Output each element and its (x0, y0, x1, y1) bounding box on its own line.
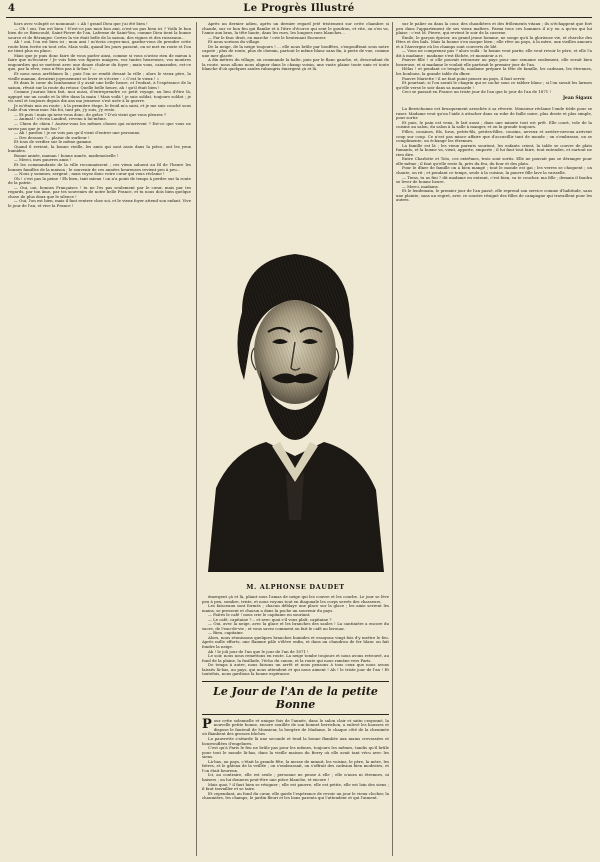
paragraph: — Et puis ! mais qu'avez-vous donc, de grâce ? D'où vient que vous pleurez ? (14, 111, 167, 117)
paragraph: — Tiens, tu as fini ? dit madame en entrant, c'est bien, va te coucher, ma fille ; demain il faudra se lever de bonne heure. (396, 174, 592, 185)
text-column-middle-top (202, 22, 389, 218)
text-column-left (8, 22, 191, 856)
paragraph: Filles, cousines, fils, brus, petits-fils, petites-filles, cousins, neveux et arrière-neveux arrivent coup sur coup. Ce n'est pas mince affaire que d'accueillir tant de monde ; on s'embrasse, on se complimente, on échange les étrennes. (396, 129, 592, 144)
paragraph: — Vous ne comprenez pas ? alors voilà : la bonne veut partir, elle veut revoir le père, et elle l'a dit à madame ; madame s'est fâchée, et monsieur a ri. (396, 48, 592, 58)
paragraph: — Oh ! oui, Yon est bien ! N'est-ce pas mon bon ami, n'est-on pas bien ici ? Voilà le bon bien de ce Biencoulé, Saint-Pierre de l'an, Laferme de Saint-Yon, comme Dieu tient la bonne source et de Béranger. Certes la vie était belle de la saison, des vignes et des ruisseaux... (8, 25, 191, 40)
paragraph: Mais que je puis donc faire de vous parler ainsi, comme si vous n'aviez rien de mieux à faire que m'écouter ! Je vois bien vos figures maigres, vos tantes heureuses, vos montres engourdies qui se mettent avec une douze chaleur du foyer ; mais vous, camarades, est-ce que, par la rêve, vous n'êtes pas à là-bas ? ... (8, 52, 191, 72)
paragraph: Entre Charlotte et Toto, ces extrêmes, trois sont sortis. Elle ne pouvait pas se déranger pour elle-même ; il faut qu'elle reste là, près du feu, du four et des plats. (396, 156, 592, 166)
paragraph: — Oui, avec la neige, avec la glace et les branches des saules ! La cantinière a encore du sucre, de l'eau-de-vie ; et vous savez comment on fait le café au bivouac. (202, 621, 389, 631)
paragraph: Et pourtant, si l'on savait le chagrin qui se cache sous ce tablier blanc ; si l'on savait les larmes qu'elle verse le soir dans sa mansarde ! (396, 80, 592, 90)
paragraph: Le soir, nous nous remettons en route. La neige tombe toujours et nous avons retrouvé, au fond de la plaine, la fusillade, l'écho du canon, et la route qui nous ramène vers Paris. (202, 653, 389, 663)
paragraph: Bonne année, maman ! bonne année, mademoiselle ! (14, 152, 119, 158)
portrait-engraving (202, 220, 389, 572)
paragraph: La Berrichonne est brusquement arrachée à sa rêverie. Monsieur réclame l'onde tiède pour se raser. Madame veut qu'on l'aide à attacher dans sa robe de faille noire, plus droite et plus simple, pour sortir. (396, 106, 592, 121)
paragraph: — Merci, mes pauvres amis ! (14, 157, 72, 163)
paragraph: Pauvre Mariette ! il ne faut point penser au pays, il faut servir. (402, 75, 526, 81)
paragraph: — Chien de chien ! Auriez-vous les mêmes choses qui m'arrivent ? Est-ce que vous ne savez pas que je suis fou ? (8, 121, 191, 131)
paragraph: Ici, au contraire, elle est seule ; personne ne pense à elle ; elle n'aura ni étrennes, ni baisers ; on lui donnera peut-être une pièce blanche, et encore ! (202, 772, 389, 782)
paragraph: Et tous de verifier sur le même gamme. (14, 139, 93, 145)
drop-cap: P (202, 716, 212, 732)
paragraph: Oh ! c'est pas la peine ! Eh bien, tant mieux ! on n'a point de temps à perdre sur la route de la patrie. (8, 175, 191, 186)
article-heading: Le Jour de l'An de la petite Bonne (202, 681, 389, 715)
paragraph: Et nous sortons du village. (208, 39, 261, 45)
paragraph: Alors, nous réunissons quelques branches humides et essayons vingt fois d'y mettre le feu. Après mille efforts, une flamme pâle s'élève enfin, et dans un chaudron de fer blanc on fait fondre la neige. (202, 634, 389, 650)
paragraph: Et dans le cœur du bonhomme il y avait une belle heure, et l'enfant, à l'espérance de la saison, rêvait sur la route du retour. Quelle belle heure, ah ! qu'il était bien ! (8, 80, 191, 90)
paragraph: Et cependant, au fond du cœur, elle garde l'espérance de revoir un jour le vieux clocher, la chaumière, les champs, le jardin fleuri et les bons parents qui l'attendent et qui l'aiment. (202, 790, 389, 801)
paragraph: — Des dessous ?... plaisir de surlieur ! (14, 134, 90, 140)
paragraph: Ah ! le joli jour de l'an que le jour de l'an de 1871 ! (208, 648, 309, 654)
paragraph: Mais quoi ? il faut bien se résigner ; elle est pauvre, elle est petite, elle est loin des siens ; il faut travailler et se taire. (202, 781, 389, 792)
paragraph: A dix mètres du village, on commande la halte, puis par le flanc gauche, et, descendant de la route, nous allons nous aligner dans le champ voisin, une vaste plaine toute unie et toute blanche d'où quelques saules rabougris émergent çà et là. (202, 57, 389, 72)
paragraph: La pauvrette s'attarde là une seconde et tend la bonne flambée aux mains crevassées et bourrouflées d'engelures. (202, 736, 389, 746)
paragraph: — Animal ! s'écria Landrol, revenu à lui-même. (14, 116, 108, 122)
paragraph: émergent çà et là, pliant sous l'amas de neige qui les couvre et les courbe. Le jour se lève peu à peu, sombre, triste, et nous voyons tout en diagonale les corps serrés des chasseurs. (202, 595, 389, 604)
paragraph: Ah ! oui, l'on est bien ici ; mon ami ! m'écria croyez-moi, gardez-vous de prendre cette route bien écrite en tout cela. Mais voilà, quand les jours passent, on se met en route et l'on ne tient plus en place. (8, 39, 191, 54)
page-number: 4 (8, 3, 15, 14)
paragraph: Et le lendemain, le premier jour de l'an passé, elle reprend son service comme d'habitude, sans une plainte, sans un regret, avec ce sourire résigné des filles de campagne qui travaillent pour les autres. (396, 188, 592, 203)
paragraph: — Oui, l'on est bien, mais il faut rentrer chez soi, et le vieux foyer attend son enfant. Vive le jour de l'an, et vive la France ! (8, 198, 191, 208)
paragraph: — Nous y sommes, sergent ; mais voyez donc votre cœur qui vous réclame ! (14, 171, 165, 177)
paragraph: Et puis, le pain est venu, le lait aussi ; dans une minute tout est prêt. Elle court, vole de la cuisine au salon, du salon à la salle à manger, et on la gronde toujours. (396, 119, 592, 130)
paragraph: C'est qu'à Paris le feu ne brûle pas pour les mêmes, toujours les mêmes, tandis qu'il brûle pour tout le monde là-bas, dans la vieille maison du Berry où elle avait tant vécu avec les siens. (202, 745, 389, 760)
paragraph: — Par le fauc droit, en marche ! crie le lieutenant Encurzer. (208, 34, 327, 40)
paragraph: Là-bas, au pays, c'était la grande fête, la messe de minuit, les voisins, le père, la mère, les frères, et le gâteau de la veillée ; on s'embrassait, on s'offrait des cadeaux bien modestes, et l'on était heureux. (202, 758, 389, 773)
paragraph: Hélas ! et pendant ce temps-là, madame prépare la fête de famille, les cadeaux, les étrennes, les bonbons, la grande table du dîner. (396, 66, 592, 77)
paragraph: — Merci, madame. (402, 183, 440, 189)
column-rule (392, 22, 393, 856)
paragraph: De la neige, de la neige toujours ! ... elle nous brûle par bouffées, s'engouffrant sous notre capote ; plus de route, plus de chemin, partout le même blanc sans fin, à perte de vue, comme une mer glacée. (202, 43, 389, 58)
page-header (6, 3, 592, 18)
paragraph: Pauvre fille ! si elle pouvait retourner au pays pour une semaine seulement, elle serait bien heureuse, et si madame le voulait elle partirait le premier jour de l'an. (396, 57, 592, 67)
paragraph: — Bien, capitaine. (208, 630, 244, 636)
paragraph: Je m'étais mis en route ; à la première étape, le froid m'a saisi, et je me suis couché sous l'aile d'un vieux mur. Ma foi, tant pis, j'y suis, j'y reste. (8, 102, 191, 113)
paragraph: — Faites le café ! nous crie le capitaine en souriant. (208, 612, 311, 618)
paragraph: sur le palier ou dans la cour, des chaudières et des frôlements vitaux ; ils n'échappent que fort peu dans l'appartement de ses vieux maîtres. Parmi tous ces hommes il n'y en a qu'un qui lui plaise : c'est M. Pierre, qui revient le soir de la caserne. (396, 22, 592, 36)
text-column-middle-bottom (202, 595, 389, 856)
paragraph: Pour le dîner de famille on a bien mangé ; tout le monde est gai ; les verres se choquent ; on chante, on rit ; et pendant ce temps, seule à la cuisine, la pauvre fille lave la vaisselle. (396, 165, 592, 175)
paragraph: — Le café, capitaine ?... et avec quoi s'il vous plaît, capitaine ? (208, 616, 332, 622)
paragraph: Émile, le garçon épicier, un grand jeune homme, ne songe qu'à la glorieuse vie, et cherche des fêtes et des bals. Mais la bonne s'en moque bien ; elle rêve au pays, à la mère, aux vieilles amours et à l'Auvergne où les champs sont couverts de blé. (396, 34, 592, 49)
author-signature: Jean Sigaux (562, 95, 592, 101)
paragraph: — Oui, oui, bonnes Françaises ! tu ne l'es pas seulement par le cœur, mais par tes regards, par ton âme, par tes souvenirs de notre belle France, et tu nous dois bien quelque chose de plus doux que le silence ! (8, 184, 191, 199)
portrait-caption: M. ALPHONSE DAUDET (246, 583, 345, 591)
paragraph: Les faisceaux sont formés ; chacun déblaye une place sur la glace ; les amis serrent les mains, se pressent et chacun a dans la poche un souvenir du pays. (202, 603, 389, 613)
paragraph: Comme j'aurais bien fait, moi aussi, d'entreprendre ce petit voyage, au lieu d'être là, appuyé sur un coude et la tête dans la main ! Mais voilà ! je suis soldat, toujours soldat ; je vis seul et toujours depuis dix ans ma jeunesse s'est usée à la guerre. (8, 89, 191, 104)
paragraph: La famille est là ; les vieux parents sourient, les enfants crient, la table se couvre de plats fumants, et la bonne va, vient, apporte, emporte ; il lui faut tout faire, tout entendre, et surtout ne rien dire. (396, 142, 592, 157)
paragraph: Et nous nous arrêtâmes là ; puis l'on se rendit devant la ville ; alors le vieux père, la vieille maman, devaient joyeusement se lever et s'écrier : « C'est le vieux ! » (8, 71, 191, 81)
paragraph: Après un dernier adieu, après un dernier regard jeté tristement sur cette chambre si chaude, sur ce bon feu qui flambe et à l'âtre d'écorce qui sent le goudron, et vite, on s'en va, l'amie aux bras, la tête haute, dans les rues, les longues rues blanches... (202, 22, 389, 36)
paragraph: hors avec volupté ce nonnunat: « Ah ! grand Dieu que j'ai été bien ! (14, 22, 148, 26)
paragraph: Ceci se passait en France un triste jour de l'an que le jour de l'an de 1871 ! (402, 89, 551, 95)
journal-title: Le Progrès Illustré (243, 3, 355, 14)
paragraph: Pour cette solennelle et unique fois de l'année, dans le salon clair et satin crayonné, la nouvelle petite bonne, encore souillée de son bonnet berrichon, a enlevé les housses et dispose le fauteuil de Monsieur, la bergère de Madame, le chaque côté de la cheminée où flambent des grosses bûches. (202, 716, 389, 737)
paragraph: De temps à autre, nous faisons un arrêt et nous pensons à tous ceux que nous avons laissés là-bas, au pays, qui nous attendent et qui nous aiment ! Ah ! le triste jour de l'an ! Et toutefois, nous gardions la bonne espérance. (202, 662, 389, 677)
text-column-right (396, 22, 592, 856)
paragraph: Quand il revient, la bonne vieille, les amis qui sont assis dans la pièce, ont les yeux humides. (8, 143, 191, 154)
column-rule (196, 22, 197, 856)
paragraph: — Ah ! pardon ! je ne vois pas qu'il vient d'entrer une personne. (14, 130, 141, 136)
paragraph: Et les commandants de la ville reconnaissent ; ces vieux saluent au fil de l'heure les bonnes familles de la maison ; le souvenir de ces années heureuses revient peu à peu... (8, 161, 191, 172)
